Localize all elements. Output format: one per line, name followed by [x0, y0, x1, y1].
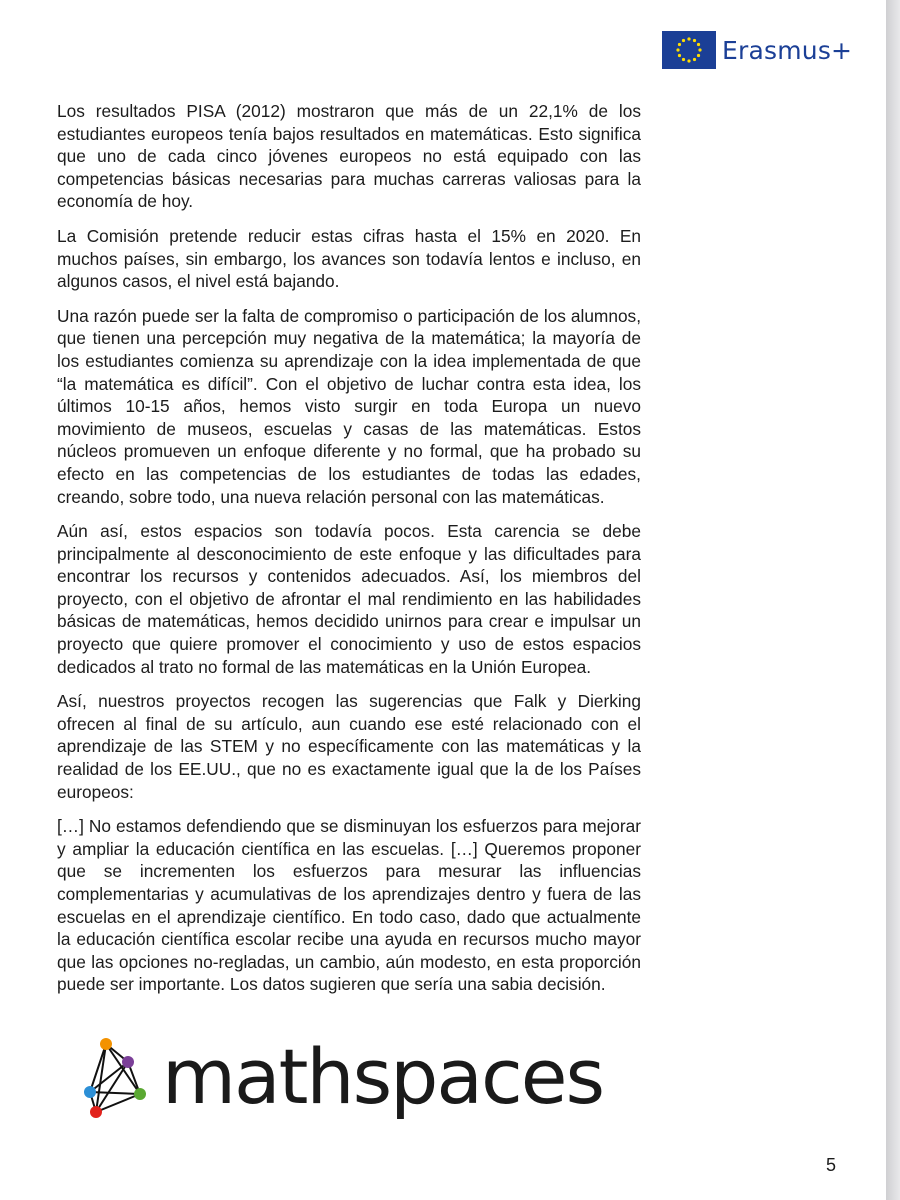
- mathspaces-logo: [80, 1034, 603, 1120]
- eu-star-icon: [698, 48, 701, 51]
- eu-star-icon: [678, 54, 681, 57]
- logo-wordmark: mathspaces: [162, 1032, 604, 1121]
- paragraph: Aún así, estos espacios son todavía pocos. Esta carencia se debe principalmente al desconocimiento de este enfoque y las dificultades para encontrar los recursos y contenidos adecuados. Así, los miembros del proyecto, con el objetivo de afrontar el mal rendimiento en las habilidades básicas de matemáticas, hemos decidido unirnos para crear e impulsar un proyecto que quiere promover el conocimiento y uso de estos espacios dedicados al trato no formal de las matemáticas en la Unión Europea.: [57, 521, 641, 677]
- paragraph: Una razón puede ser la falta de compromiso o participación de los alumnos, que tienen una percepción muy negativa de la matemática; la mayoría de los estudiantes comienza su aprendizaje con la idea implementada de que “la matemática es difícil”. Con el objetivo de luchar contra esta idea, los últimos 10-15 años, hemos visto surgir en toda Europa un nuevo movimiento de museos, escuelas y casas de las matemáticas. Estos núcleos promueven un enfoque diferente y no formal, que ha probado su efecto en las competencias de los estudiantes de todas las edades, creando, sobre todo, una nueva relación personal con las matemáticas.: [57, 305, 641, 507]
- paragraph: Así, nuestros proyectos recogen las sugerencias que Falk y Dierking ofrecen al final de su artículo, aun cuando ese esté relacionado con el aprendizaje de las STEM y no específicamente con las matemáticas y la realidad de los EE.UU., que no es exactamente igual que la de los Países europeos:: [57, 691, 641, 802]
- page-number: 5: [826, 1155, 837, 1175]
- eu-star-icon: [697, 54, 700, 57]
- erasmus-label: Erasmus+: [722, 35, 853, 65]
- erasmus-plus-logo: [662, 30, 852, 70]
- eu-star-icon: [687, 37, 690, 40]
- quote-paragraph: […] No estamos defendiendo que se disminuyan los esfuerzos para mejorar y ampliar la educación científica en las escuelas. […] Queremos proponer que se incrementen los esfuerzos para mesurar las influencias complementarias y acumulativas de los aprendizajes dentro y fuera de las escuelas en el aprendizaje científico. En todo caso, dado que actualmente la educación científica escolar recibe una ayuda en recursos mucho mayor que las opciones no-regladas, un cambio, aún modesto, en esta proporción puede ser importante. Los datos sugieren que sería una sabia decisión.: [57, 816, 641, 995]
- eu-star-icon: [687, 59, 690, 62]
- page-edge: [886, 0, 900, 1200]
- paragraph: La Comisión pretende reducir estas cifras hasta el 15% en 2020. En muchos países, sin embargo, los avances son todavía lentos e incluso, en algunos casos, el nivel está bajando.: [57, 225, 641, 292]
- eu-star-icon: [678, 43, 681, 46]
- paragraph: Los resultados PISA (2012) mostraron que más de un 22,1% de los estudiantes europeos tenía bajos resultados en matemáticas. Esto significa que uno de cada cinco jóvenes europeos no está equipado con las competencias básicas necesarias para muchas carreras valiosas para la economía de hoy.: [57, 101, 641, 212]
- eu-flag-icon: [662, 31, 716, 69]
- eu-star-icon: [682, 39, 685, 42]
- eu-star-icon: [693, 39, 696, 42]
- eu-star-icon: [697, 43, 700, 46]
- eu-star-icon: [682, 58, 685, 61]
- network-nodes-icon: [80, 1034, 152, 1120]
- eu-star-icon: [693, 58, 696, 61]
- body-text: [57, 100, 641, 1008]
- eu-star-icon: [676, 48, 679, 51]
